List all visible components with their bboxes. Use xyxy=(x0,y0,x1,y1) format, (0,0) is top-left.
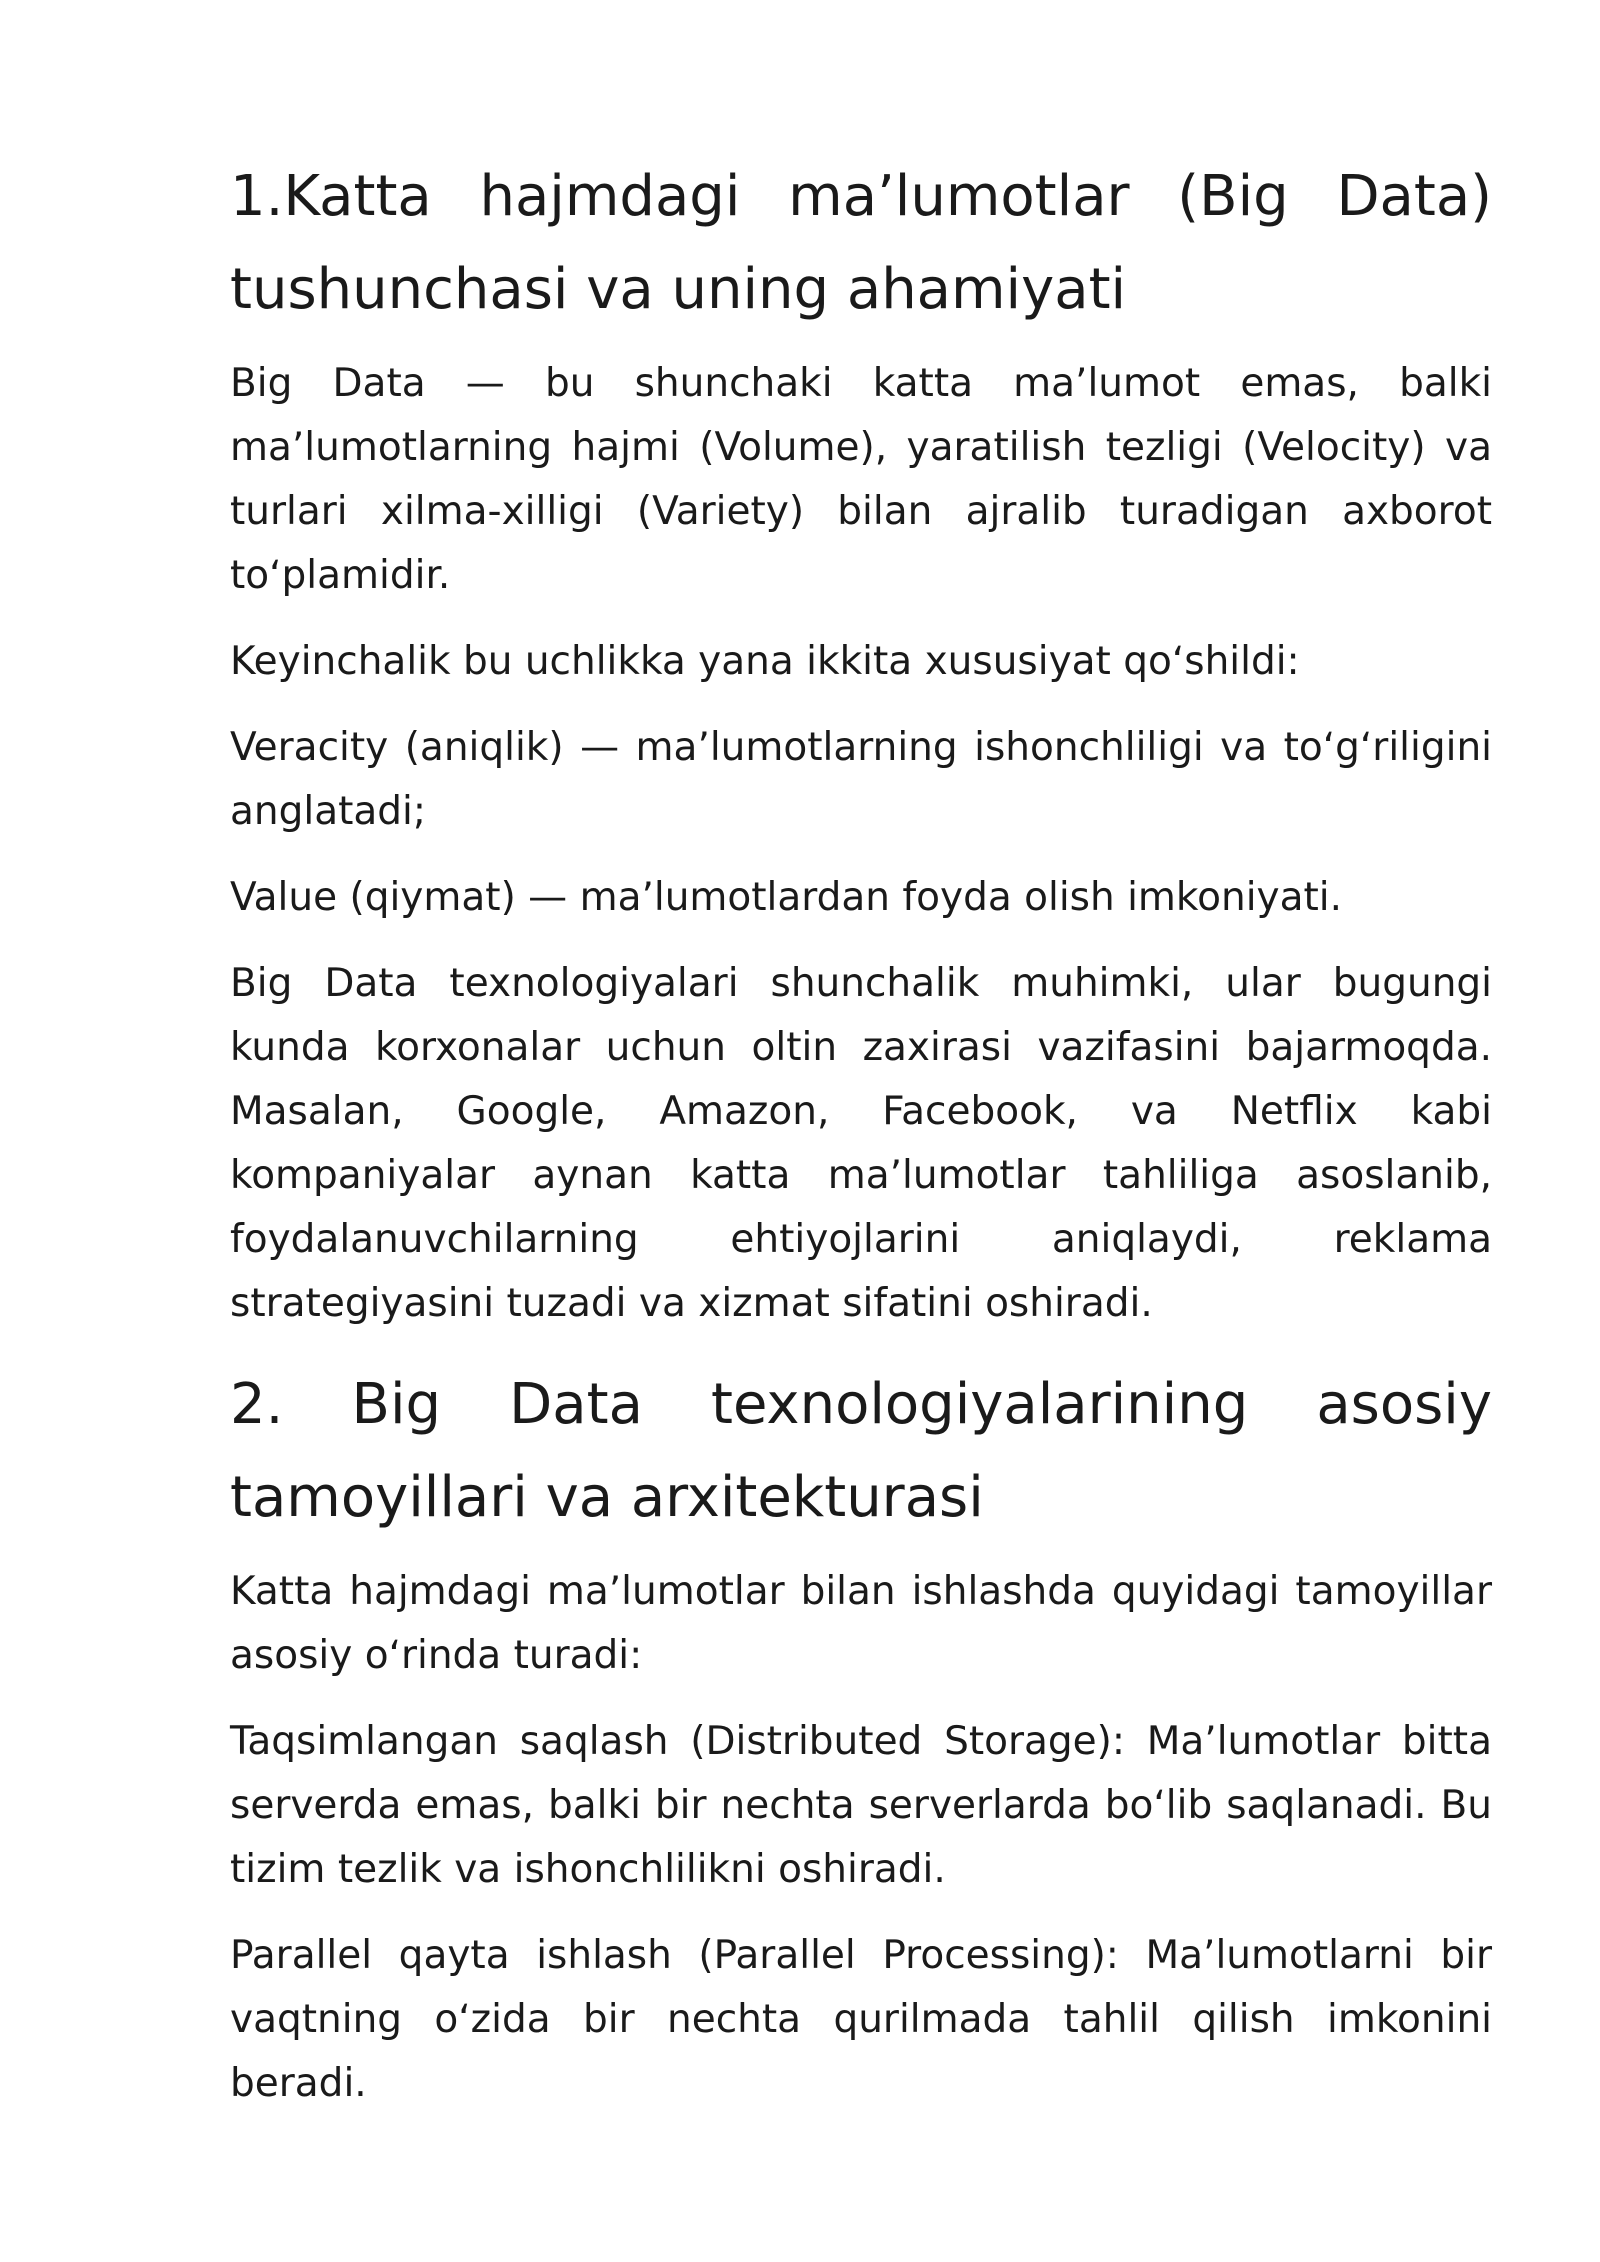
section-2-heading: 2. Big Data texnologiyalarining asosiy tamoyillari va arxitekturasi xyxy=(230,1372,1492,1530)
section-1-paragraph-2: Keyinchalik bu uchlikka yana ikkita xususiyat qo‘shildi: xyxy=(230,639,1300,684)
section-2-paragraph-2: Taqsimlangan saqlash (Distributed Storage): Ma’lumotlar bitta serverda emas, balki bir nechta serverlarda bo‘lib saqlanadi. Bu tizim tezlik va ishonchlilikni oshiradi. xyxy=(230,1719,1492,1892)
section-1-paragraph-5: Big Data texnologiyalari shunchalik muhimki, ular bugungi kunda korxonalar uchun oltin zaxirasi vazifasini bajarmoqda. Masalan, Google, Amazon, Facebook, va Netflix kabi kompaniyalar aynan katta ma’lumotlar tahliliga asoslanib, foydalanuvchilarning ehtiyojlarini aniqlaydi, reklama strategiyasini tuzadi va xizmat sifatini oshiradi. xyxy=(230,961,1492,1326)
section-1-paragraph-4: Value (qiymat) — ma’lumotlardan foyda olish imkoniyati. xyxy=(230,875,1343,920)
section-1-paragraph-1: Big Data — bu shunchaki katta ma’lumot emas, balki ma’lumotlarning hajmi (Volume), yaratilish tezligi (Velocity) va turlari xilma-xilligi (Variety) bilan ajralib turadigan axborot to‘plamidir. xyxy=(230,361,1492,598)
section-1-heading: 1.Katta hajmdagi ma’lumotlar (Big Data) tushunchasi va uning ahamiyati xyxy=(230,164,1492,322)
document-page xyxy=(230,150,1492,2138)
section-2-paragraph-3: Parallel qayta ishlash (Parallel Processing): Ma’lumotlarni bir vaqtning o‘zida bir nechta qurilmada tahlil qilish imkonini beradi. xyxy=(230,1933,1492,2106)
section-2-paragraph-1: Katta hajmdagi ma’lumotlar bilan ishlashda quyidagi tamoyillar asosiy o‘rinda turadi: xyxy=(230,1569,1492,1678)
section-1-paragraph-3: Veracity (aniqlik) — ma’lumotlarning ishonchliligi va to‘g‘riligini anglatadi; xyxy=(230,725,1492,834)
